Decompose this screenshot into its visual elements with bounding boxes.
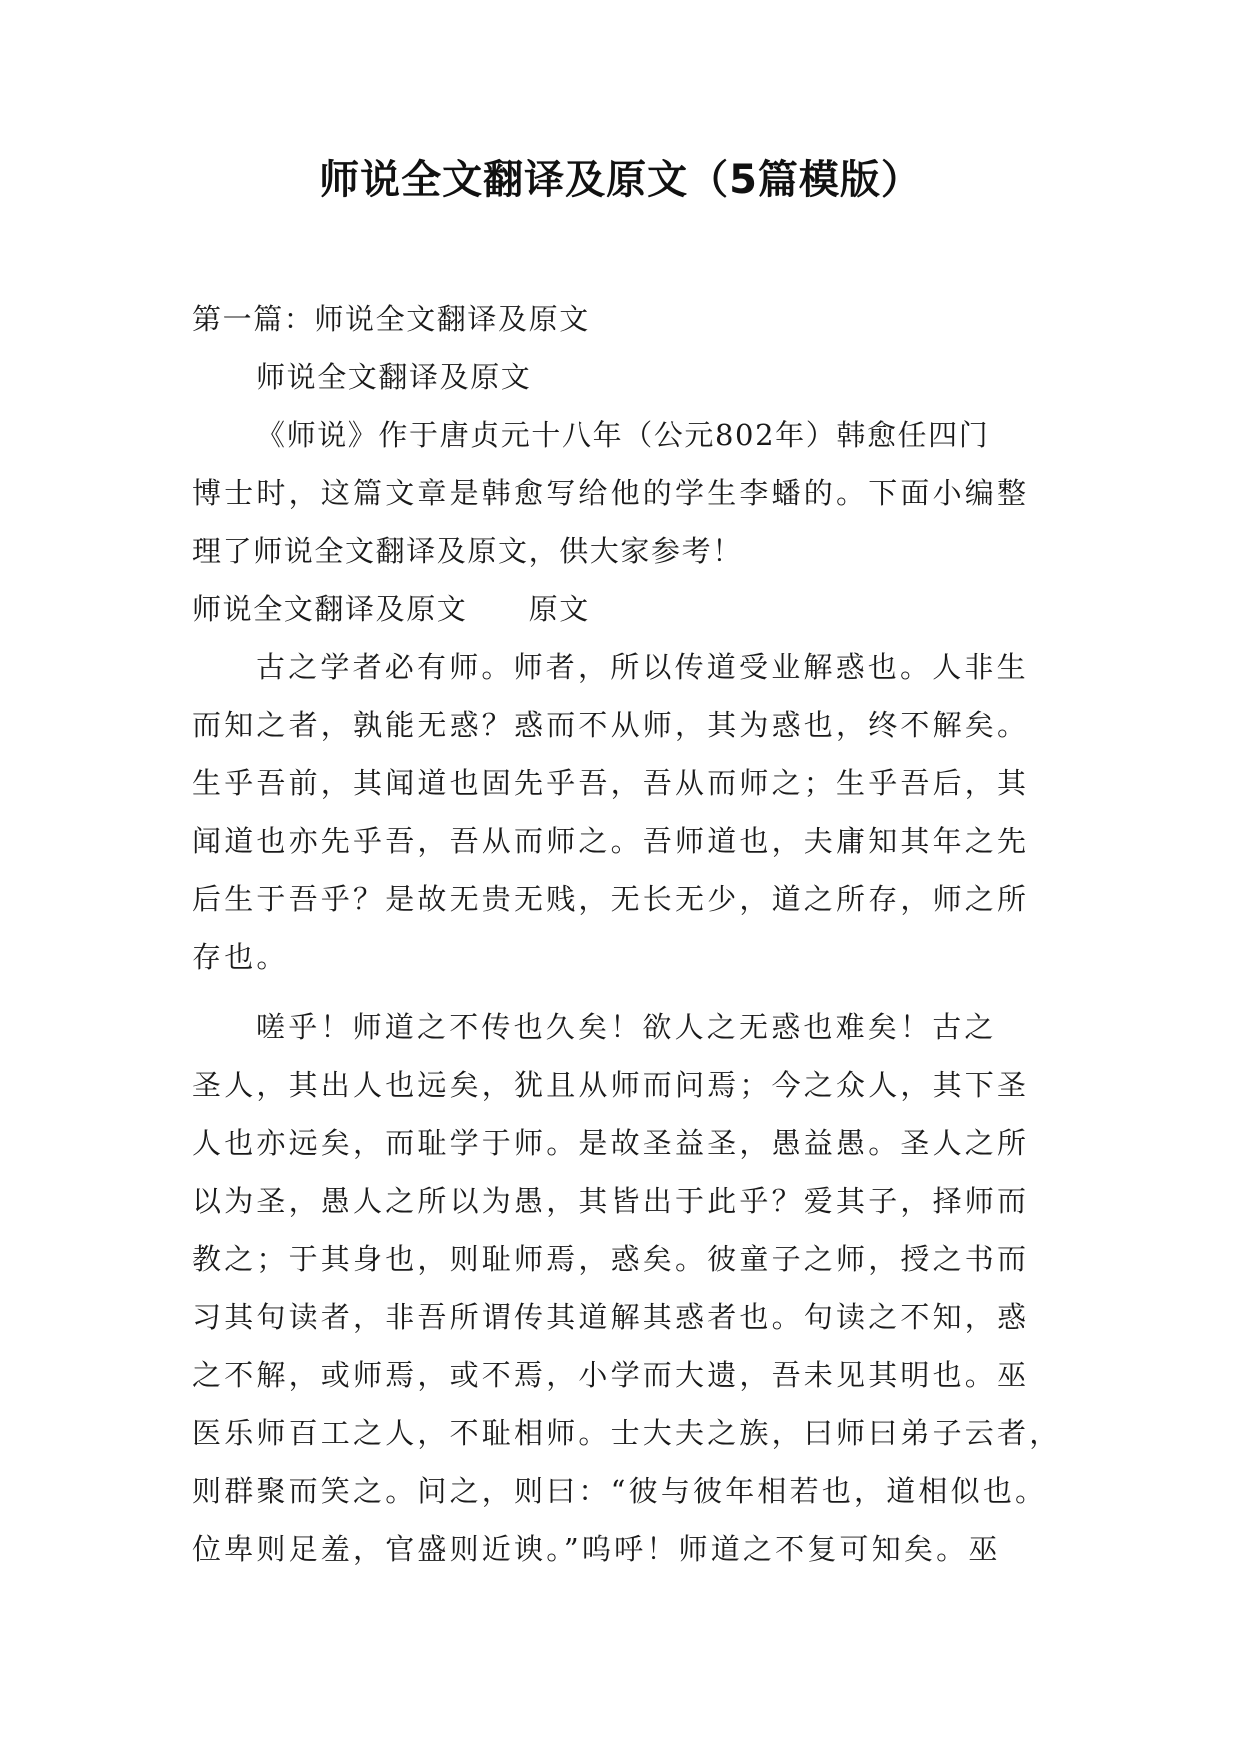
text-line: 而知之者，孰能无惑？惑而不从师，其为惑也，终不解矣。: [192, 708, 1030, 742]
text-line: 医乐师百工之人，不耻相师。士大夫之族，曰师曰弟子云者，: [192, 1416, 1062, 1450]
text-line: 以为圣，愚人之所以为愚，其皆出于此乎？爱其子，择师而: [192, 1184, 1030, 1218]
text-line: 习其句读者，非吾所谓传其道解其惑者也。句读之不知，惑: [192, 1300, 1030, 1334]
text-line: 之不解，或师焉，或不焉，小学而大遗，吾未见其明也。巫: [192, 1358, 1030, 1392]
text-line: 嗟乎！师道之不传也久矣！欲人之无惑也难矣！古之: [256, 1010, 997, 1044]
document-title: 师说全文翻译及原文（5篇模版）: [319, 157, 922, 203]
text-line: 位卑则足羞，官盛则近谀。”呜呼！师道之不复可知矣。巫: [192, 1532, 1001, 1566]
text-line: 古之学者必有师。师者，所以传道受业解惑也。人非生: [256, 650, 1029, 684]
text-line: 博士时，这篇文章是韩愈写给他的学生李蟠的。下面小编整: [192, 476, 1030, 510]
text-line: 人也亦远矣，而耻学于师。是故圣益圣，愚益愚。圣人之所: [192, 1126, 1030, 1160]
text-line: 闻道也亦先乎吾，吾从而师之。吾师道也，夫庸知其年之先: [192, 824, 1030, 858]
text-line: 《师说》作于唐贞元十八年（公元802年）韩愈任四门: [256, 418, 990, 452]
text-line: 教之；于其身也，则耻师焉，惑矣。彼童子之师，授之书而: [192, 1242, 1030, 1276]
subsection-heading: 师说全文翻译及原文 原文: [192, 592, 590, 626]
document-body: [192, 290, 1072, 1578]
text-line: 存也。: [192, 940, 289, 974]
article-title: 师说全文翻译及原文: [256, 360, 532, 394]
text-line: 圣人，其出人也远矣，犹且从师而问焉；今之众人，其下圣: [192, 1068, 1030, 1102]
text-line: 生乎吾前，其闻道也固先乎吾，吾从而师之；生乎吾后，其: [192, 766, 1030, 800]
section-heading: 第一篇：师说全文翻译及原文: [192, 302, 590, 336]
text-line: 则群聚而笑之。问之，则曰：“彼与彼年相若也，道相似也。: [192, 1474, 1048, 1508]
text-line: 理了师说全文翻译及原文，供大家参考！: [192, 534, 743, 568]
text-line: 后生于吾乎？是故无贵无贱，无长无少，道之所存，师之所: [192, 882, 1030, 916]
